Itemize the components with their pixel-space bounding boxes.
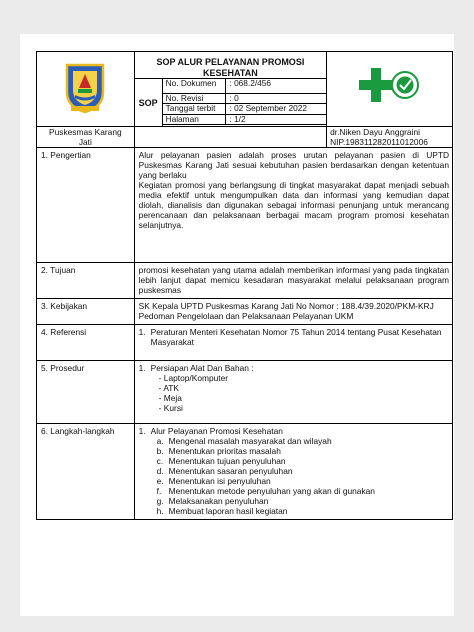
signature-cell — [327, 127, 453, 148]
langkah-item-number: 1. — [138, 426, 146, 436]
step-text: Menentukan metode penyuluhan yang akan di gunakan — [168, 486, 375, 496]
organization-name — [37, 127, 135, 148]
langkah-step — [139, 506, 449, 516]
section-label-referensi: 4. Referensi — [37, 325, 135, 361]
section-content-langkah — [134, 424, 452, 520]
meta-value: : 0 — [226, 93, 327, 104]
step-letter: g. — [156, 496, 164, 506]
step-letter: e. — [156, 476, 164, 486]
organization-line-2: Jati — [78, 137, 92, 147]
section-content-kebijakan: SK Kepala UPTD Puskesmas Karang Jati No Nomor : 188.4/39.2020/PKM-KRJ Pedoman Pengelolaan dan Pelaksanaan Pelayanan UKM — [134, 299, 452, 325]
document-title — [134, 52, 326, 79]
step-letter: c. — [156, 456, 164, 466]
organization-line-1: Puskesmas Karang — [49, 127, 122, 137]
langkah-step — [139, 466, 449, 476]
step-text: Menentukan tujuan penyuluhan — [168, 456, 286, 466]
left-logo-cell — [37, 52, 135, 127]
sop-document-table — [36, 51, 453, 520]
blank-header-cell — [134, 127, 326, 148]
pengertian-paragraph-1: Alur pelayanan pasien adalah proses urutan pelayanan pasien di UPTD Puskesmas Karang Jati sesuai kebutuhan pasien berdasarkan dengan ketentuan yang berlaku — [138, 150, 449, 180]
title-line-1: SOP ALUR PELAYANAN PROMOSI — [156, 57, 305, 67]
prosedur-bullet: - Laptop/Komputer — [158, 373, 229, 383]
section-label-pengertian: 1. Pengertian — [37, 148, 135, 263]
step-letter: f. — [156, 486, 162, 496]
langkah-step — [139, 476, 449, 486]
referensi-item-number: 1. — [138, 327, 146, 337]
signer-name: dr.Niken Dayu Anggraini — [330, 127, 420, 137]
signer-nip: NIP.198311282011012006 — [330, 137, 428, 147]
langkah-step — [139, 486, 449, 496]
puskesmas-logo-icon — [355, 58, 425, 118]
langkah-step — [139, 496, 449, 506]
right-logo-cell — [327, 52, 453, 127]
section-content-prosedur — [134, 361, 452, 424]
prosedur-bullet: - Kursi — [158, 403, 183, 413]
langkah-item — [139, 426, 449, 436]
langkah-item-text: Alur Pelayanan Promosi Kesehatan — [150, 426, 283, 436]
step-text: Membuat laporan hasil kegiatan — [168, 506, 288, 516]
prosedur-bullet: - Meja — [158, 393, 182, 403]
meta-value: : 068.2/456 — [226, 79, 327, 94]
prosedur-item-number: 1. — [138, 363, 146, 373]
section-label-prosedur: 5. Prosedur — [37, 361, 135, 424]
section-label-langkah: 6. Langkah-langkah — [37, 424, 135, 520]
section-label-kebijakan: 3. Kebijakan — [37, 299, 135, 325]
regional-emblem-icon — [63, 62, 107, 114]
step-text: Menentukan isi penyuluhan — [168, 476, 271, 486]
referensi-item — [139, 327, 449, 347]
section-label-tujuan: 2. Tujuan — [37, 263, 135, 299]
meta-value: : 02 September 2022 — [226, 104, 327, 115]
sop-label: SOP — [134, 79, 162, 127]
step-text: Menentukan sasaran penyuluhan — [168, 466, 293, 476]
meta-label: Halaman — [162, 114, 226, 125]
section-content-referensi — [134, 325, 452, 361]
pengertian-paragraph-2: Kegiatan promosi yang berlangsung di tingkat masyarakat dapat menjadi sebuah media efektif untuk mengumpulkan data dan informasi yang kemudian dapat diolah, dianalisis dan digunakan sebagai informasi penunjang untuk merancang perencanaan dan pelaksanaan berbagai macam program promosi kesehatan selanjutnya. — [138, 180, 449, 230]
step-text: Menentukan prioritas masalah — [168, 446, 281, 456]
meta-label: No. Revisi — [162, 93, 226, 104]
meta-value: : 1/2 — [226, 114, 327, 125]
meta-label: No. Dokumen — [162, 79, 226, 94]
section-content-tujuan: promosi kesehatan yang utama adalah memberikan informasi yang pada tingkatan lebih lanjut dapat memicu kesadaran masyarakat melalui pelaksanaan program puskesmas — [134, 263, 452, 299]
title-line-2: KESEHATAN — [203, 67, 258, 78]
prosedur-item — [139, 363, 449, 373]
step-letter: h. — [156, 506, 164, 516]
langkah-step — [139, 446, 449, 456]
step-letter: b. — [156, 446, 164, 456]
meta-label: Tanggal terbit — [162, 104, 226, 115]
step-text: Mengenal masalah masyarakat dan wilayah — [168, 436, 332, 446]
step-letter: a. — [156, 436, 164, 446]
prosedur-bullet: - ATK — [158, 383, 179, 393]
section-content-pengertian — [134, 148, 452, 263]
step-letter: d. — [156, 466, 164, 476]
langkah-step — [139, 456, 449, 466]
step-text: Melaksanakan penyuluhan — [168, 496, 269, 506]
prosedur-item-text: Persiapan Alat Dan Bahan : — [150, 363, 254, 373]
referensi-item-text: Peraturan Menteri Kesehatan Nomor 75 Tahun 2014 tentang Pusat Kesehatan Masyarakat — [150, 327, 442, 347]
langkah-step — [139, 436, 449, 446]
